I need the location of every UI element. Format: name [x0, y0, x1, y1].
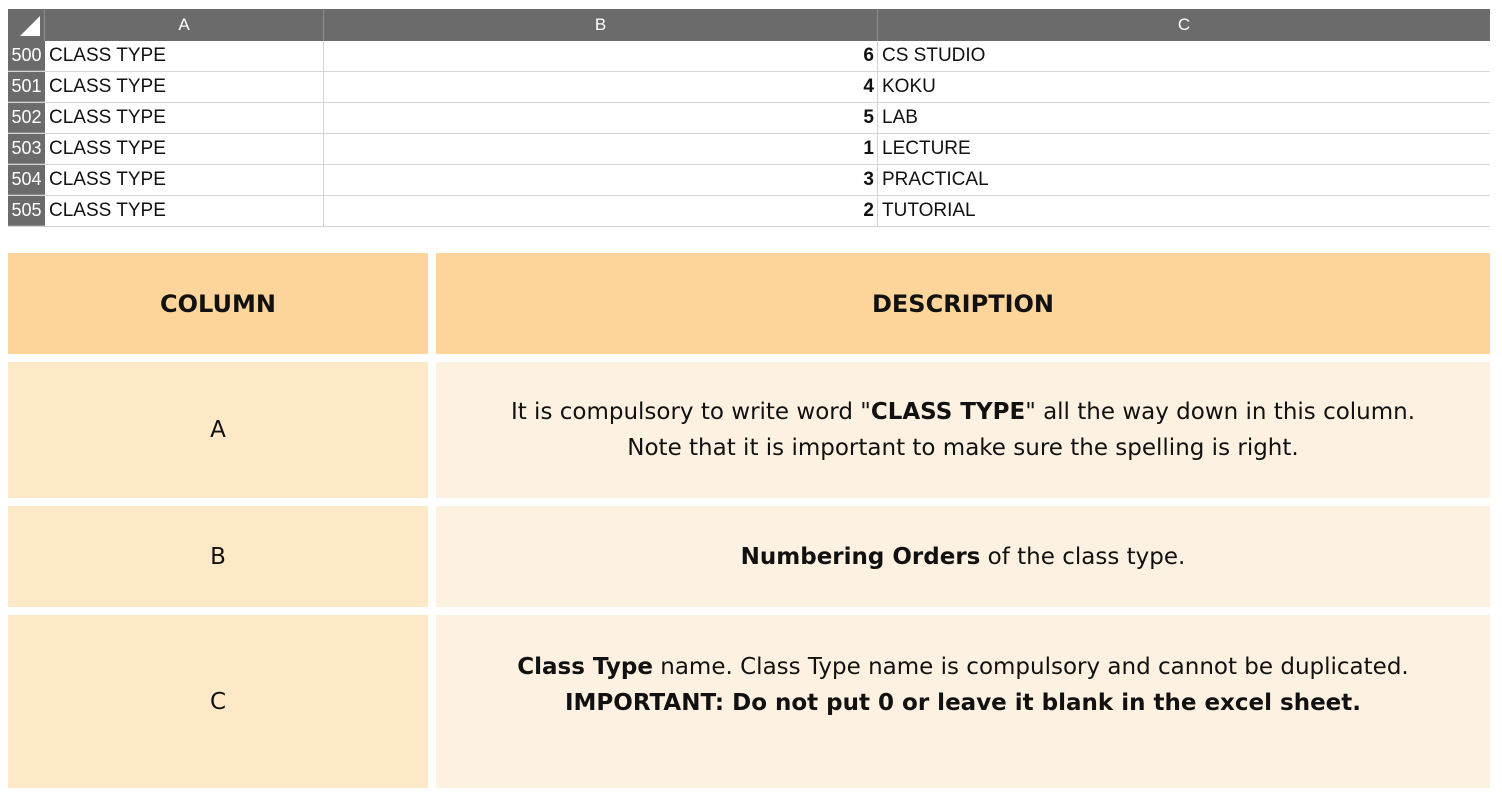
- column-description-table: [8, 253, 1490, 796]
- cell-a[interactable]: CLASS TYPE: [45, 165, 324, 195]
- description-a-line1-pre: It is compulsory to write word ": [510, 399, 871, 425]
- cell-a[interactable]: CLASS TYPE: [45, 103, 324, 133]
- column-label-a: A: [8, 362, 428, 498]
- cell-c[interactable]: KOKU: [882, 76, 936, 97]
- header-column: COLUMN: [8, 253, 428, 354]
- description-row-c: [8, 615, 1490, 788]
- cell-c[interactable]: CS STUDIO: [882, 45, 986, 66]
- description-b-rest: of the class type.: [980, 543, 1186, 570]
- row-number[interactable]: 501: [8, 72, 45, 102]
- description-b-bold: Numbering Orders: [740, 543, 981, 570]
- description-a-line1-bold: CLASS TYPE: [870, 399, 1026, 425]
- description-b: [436, 506, 1490, 607]
- sheet-row: [8, 134, 1490, 165]
- description-c-important: IMPORTANT: Do not put 0 or leave it blank in the excel sheet.: [564, 690, 1362, 716]
- sheet-row: [8, 72, 1490, 103]
- cell-c[interactable]: TUTORIAL: [882, 200, 976, 221]
- row-number[interactable]: 504: [8, 165, 45, 195]
- cell-a[interactable]: CLASS TYPE: [45, 134, 324, 164]
- row-number[interactable]: 502: [8, 103, 45, 133]
- column-label-b: B: [8, 506, 428, 607]
- column-header-row: [8, 9, 1490, 41]
- cell-a[interactable]: CLASS TYPE: [45, 41, 324, 71]
- cell-b[interactable]: 5: [324, 103, 878, 133]
- cell-b[interactable]: 2: [324, 196, 878, 226]
- description-a-line1: [511, 394, 1415, 430]
- select-all-corner[interactable]: [8, 9, 45, 41]
- column-header-c[interactable]: C: [1177, 15, 1191, 34]
- cell-b[interactable]: 6: [324, 41, 878, 71]
- description-c-line1-bold: Class Type: [517, 654, 653, 680]
- cell-c[interactable]: LAB: [882, 107, 918, 128]
- column-label-c: C: [8, 615, 428, 788]
- description-header-row: [8, 253, 1490, 354]
- sheet-row: [8, 196, 1490, 227]
- cell-b[interactable]: 4: [324, 72, 878, 102]
- description-row-b: [8, 506, 1490, 607]
- sheet-row: [8, 165, 1490, 196]
- description-a: [436, 362, 1490, 498]
- cell-b[interactable]: 3: [324, 165, 878, 195]
- cell-a[interactable]: CLASS TYPE: [45, 72, 324, 102]
- description-a-line1-post: " all the way down in this column.: [1025, 399, 1416, 425]
- row-number[interactable]: 500: [8, 41, 45, 71]
- header-description: DESCRIPTION: [436, 253, 1490, 354]
- description-row-a: [8, 362, 1490, 498]
- column-header-a[interactable]: A: [45, 9, 324, 41]
- cell-a[interactable]: CLASS TYPE: [45, 196, 324, 226]
- description-c-line1: [517, 649, 1408, 685]
- sheet-row: [8, 103, 1490, 134]
- cell-c[interactable]: LECTURE: [882, 138, 971, 159]
- cell-b[interactable]: 1: [324, 134, 878, 164]
- row-number[interactable]: 505: [8, 196, 45, 226]
- description-c: [436, 615, 1490, 788]
- spreadsheet: [8, 9, 1490, 227]
- cell-c[interactable]: PRACTICAL: [882, 169, 989, 190]
- description-a-line2: Note that it is important to make sure the spelling is right.: [627, 435, 1299, 461]
- column-header-b[interactable]: B: [324, 9, 878, 41]
- select-all-triangle-icon: [20, 16, 40, 36]
- sheet-row: [8, 41, 1490, 72]
- description-c-line1-rest: name. Class Type name is compulsory and cannot be duplicated.: [652, 654, 1409, 680]
- row-number[interactable]: 503: [8, 134, 45, 164]
